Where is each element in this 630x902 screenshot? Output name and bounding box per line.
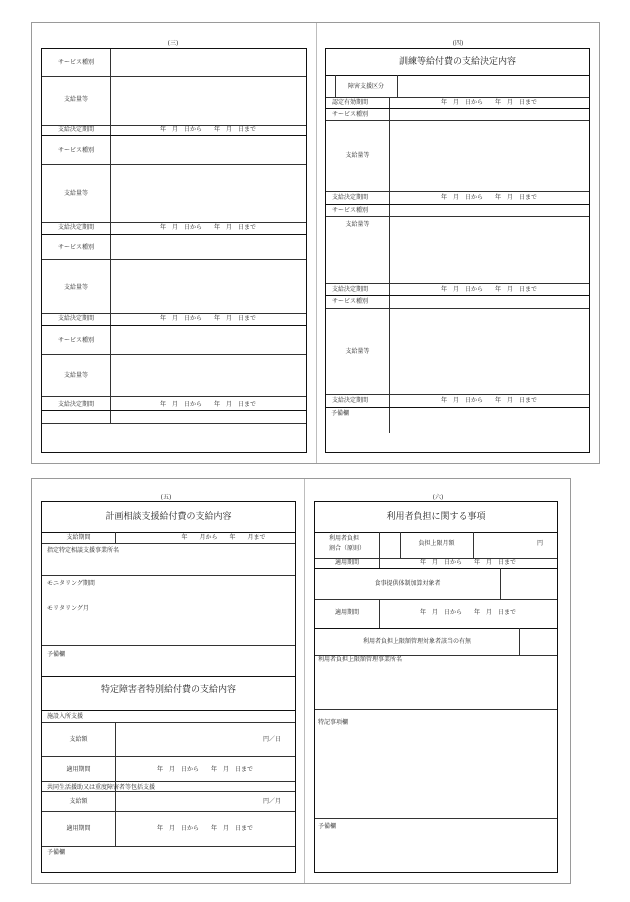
period-label: 支給決定期間 xyxy=(57,315,94,322)
amount1-value: 円／日 xyxy=(263,736,282,743)
bottom-sheet xyxy=(31,478,571,884)
cert-period-label: 認定有効期間 xyxy=(332,99,369,106)
service-type-label: サービス種別 xyxy=(332,111,369,118)
section5-title2: 特定障害者特別給付費の支給内容 xyxy=(100,685,236,695)
facility-support-label: 施設入所支援 xyxy=(47,713,84,720)
meal-addition-label: 食事提供体制加算対象者 xyxy=(374,580,441,587)
section3-number: (三) xyxy=(167,40,179,47)
service-type-label: サービス種別 xyxy=(57,244,94,251)
reserve-label: 予備欄 xyxy=(318,823,337,830)
amount2-value: 円／月 xyxy=(263,798,282,805)
period-label: 支給決定期間 xyxy=(332,194,369,201)
period-value: 年 月 日から 年 月 日まで xyxy=(440,397,537,404)
payment-period-value: 年 月から 年 月まで xyxy=(181,534,266,541)
period-value: 年 月 日から 年 月 日まで xyxy=(440,286,537,293)
reserve-label: 予備欄 xyxy=(331,410,350,417)
reserve-label: 予備欄 xyxy=(47,651,66,658)
period-label: 支給決定期間 xyxy=(332,286,369,293)
amount-label: 支給量等 xyxy=(63,372,88,379)
section3-form xyxy=(41,48,307,453)
apply2-value: 年 月 日から 年 月 日まで xyxy=(419,609,516,616)
amount2-label: 支給額 xyxy=(69,798,88,805)
group-home-label: 共同生活援助又は重度障害者等包括支援 xyxy=(47,784,156,791)
apply1-value: 年 月 日から 年 月 日まで xyxy=(419,559,516,566)
service-type-label: サービス種別 xyxy=(332,298,369,305)
apply1-label: 適用期間 xyxy=(66,766,91,773)
section5-title: 計画相談支援給付費の支給内容 xyxy=(105,512,232,522)
reserve-label: 予備欄 xyxy=(47,849,66,856)
period-label: 支給決定期間 xyxy=(57,126,94,133)
period-label: 支給決定期間 xyxy=(332,397,369,404)
apply2-label: 適用期間 xyxy=(334,609,359,616)
burden-ratio-label-2: 割合（原則） xyxy=(329,545,366,552)
top-sheet xyxy=(31,22,600,464)
section4-number: (四) xyxy=(452,40,464,47)
service-type-label: サービス種別 xyxy=(57,337,94,344)
amount1-label: 支給額 xyxy=(69,736,88,743)
section6-number: (六) xyxy=(432,494,444,501)
top-divider xyxy=(316,23,317,463)
cap-mgmt-office-label: 利用者負担上限額管理事業所名 xyxy=(318,656,403,663)
burden-ratio-label-1: 利用者負担 xyxy=(329,535,360,542)
cert-period-value: 年 月 日から 年 月 日まで xyxy=(440,99,537,106)
period-value: 年 月 日から 年 月 日まで xyxy=(159,315,256,322)
payment-period-label: 支給期間 xyxy=(66,534,91,541)
service-type-label: サービス種別 xyxy=(57,59,94,66)
period-value: 年 月 日から 年 月 日まで xyxy=(440,194,537,201)
apply2-value: 年 月 日から 年 月 日まで xyxy=(156,825,253,832)
apply1-label: 適用期間 xyxy=(334,559,359,566)
period-label: 支給決定期間 xyxy=(57,224,94,231)
monitoring-period-label: モニタリング期間 xyxy=(47,580,95,587)
section5-number: (五) xyxy=(160,494,172,501)
section5-form xyxy=(41,501,296,873)
amount-label: 支給量等 xyxy=(345,152,370,159)
section6-title: 利用者負担に関する事項 xyxy=(386,512,486,522)
yen-label: 円 xyxy=(537,540,544,547)
apply1-value: 年 月 日から 年 月 日まで xyxy=(156,766,253,773)
service-type-label: サービス種別 xyxy=(332,207,369,214)
service-type-label: サービス種別 xyxy=(57,147,94,154)
section4-title: 訓練等給付費の支給決定内容 xyxy=(398,57,516,67)
disability-class-label: 障害支援区分 xyxy=(347,83,384,90)
period-value: 年 月 日から 年 月 日まで xyxy=(159,126,256,133)
period-value: 年 月 日から 年 月 日まで xyxy=(159,224,256,231)
designated-office-label: 指定特定相談支援事業所名 xyxy=(47,547,120,554)
amount-label: 支給量等 xyxy=(63,284,88,291)
monitoring-month-label: モリタリング月 xyxy=(47,605,89,612)
period-label: 支給決定期間 xyxy=(57,401,94,408)
period-value: 年 月 日から 年 月 日まで xyxy=(159,401,256,408)
section6-form xyxy=(314,501,558,873)
amount-label: 支給量等 xyxy=(63,190,88,197)
section4-form xyxy=(325,48,590,453)
amount-label: 支給量等 xyxy=(345,348,370,355)
apply2-label: 適用期間 xyxy=(66,825,91,832)
monthly-cap-label: 負担上限月額 xyxy=(418,540,455,547)
bottom-divider xyxy=(304,479,305,883)
cap-mgmt-target-label: 利用者負担上限額管理対象者該当の有無 xyxy=(362,638,471,645)
special-notes-label: 特記事項欄 xyxy=(318,719,349,726)
amount-label: 支給量等 xyxy=(63,96,88,103)
amount-label: 支給量等 xyxy=(345,221,370,228)
